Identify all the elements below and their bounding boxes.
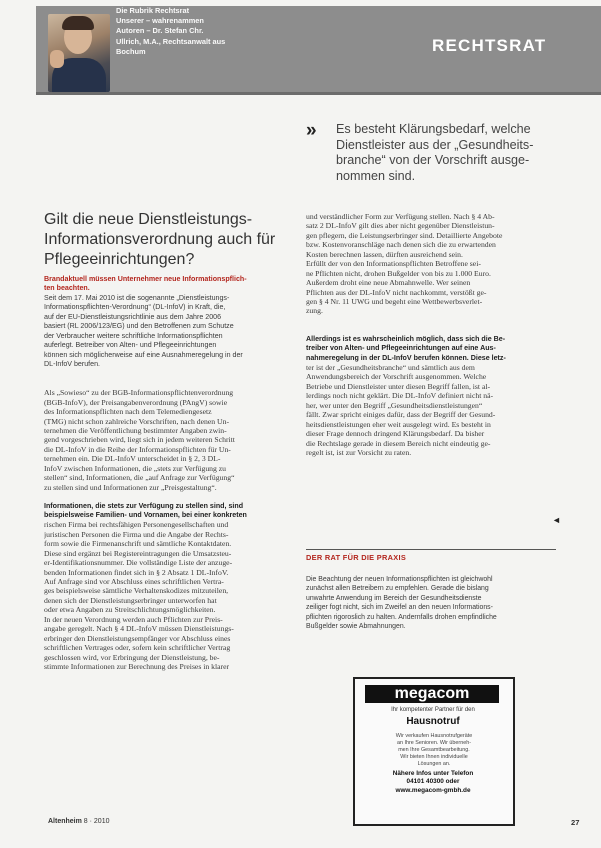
author-line: Bochum bbox=[116, 46, 146, 56]
body-line: Außerdem droht eine neue Abmahnwelle. Wer seinen bbox=[306, 278, 471, 288]
intro-line: Seit dem 17. Mai 2010 ist die sogenannte „Dienstleistungs- bbox=[44, 293, 230, 302]
spacer bbox=[306, 316, 558, 325]
subheading-line: beispielsweise Familien- und Vornamen, bei einer konkreten bbox=[44, 510, 247, 519]
body-line: InfoV zwischen Informationen, die „stets zur Verfügung zu bbox=[44, 463, 227, 473]
advert-url: www.megacom-gmbh.de bbox=[395, 787, 471, 794]
pull-quote-line: Dienstleister aus der „Gesundheits- bbox=[336, 137, 534, 152]
body-line: juristischen Personen die Firma und die Angabe der Rechts- bbox=[44, 529, 229, 539]
pull-quote-line: branche“ von der Vorschrift ausge- bbox=[336, 153, 530, 167]
right-column bbox=[306, 212, 558, 457]
advice-line: pflichten rigoroslich zu halten. Andernfalls drohen empfindliche bbox=[306, 613, 497, 621]
intro-line: Informationspflichten-Verordnung“ (DL-InfoV) in Kraft, die, bbox=[44, 303, 226, 312]
author-info bbox=[116, 6, 266, 57]
body-line: ternehmen ein. Die DL-InfoV unterscheidet in § 2, 3 DL- bbox=[44, 454, 221, 464]
lead-line: ten beachten. bbox=[44, 284, 90, 293]
spacer bbox=[44, 492, 296, 501]
advert-desc-line: an Ihre Senioren. Wir überneh- bbox=[396, 740, 471, 746]
pull-quote-text bbox=[336, 122, 576, 184]
page-number: 27 bbox=[571, 818, 580, 827]
advice-box-title: DER RAT FÜR DIE PRAXIS bbox=[306, 553, 407, 562]
author-line: Autoren – Dr. Stefan Chr. bbox=[116, 26, 204, 36]
advert-desc-line: Wir bieten Ihnen individuelle bbox=[400, 754, 468, 760]
intro-line: können sich möglicherweise auf eine Ausnahmeregelung in der bbox=[44, 350, 243, 359]
advert-product: Hausnotruf bbox=[406, 716, 460, 727]
article-title-line: Informationsverordnung auch für bbox=[44, 231, 276, 248]
advice-line: zunächst allen Betreibern zu empfehlen. Gerade die bislang bbox=[306, 585, 489, 593]
megacom-logo: megacom bbox=[365, 685, 499, 703]
author-photo-hand bbox=[50, 50, 64, 68]
advice-box-text bbox=[306, 575, 558, 632]
body-line: dieser Frage dennoch dringend Klärungsbedarf. Da bisher bbox=[306, 429, 485, 439]
article-title-line: Pflegeeinrichtungen? bbox=[44, 251, 195, 268]
body-line: her, wer unter den Begriff „Gesundheitsdienstleistungen“ bbox=[306, 400, 483, 410]
lead-line: Brandaktuell müssen Unternehmer neue Informationspflich- bbox=[44, 275, 247, 283]
body-line: oder etwa Angaben zu Streitschlichtungsmöglichkeiten. bbox=[44, 605, 216, 615]
body-line: fällt. Zwar spricht einiges dafür, dass der Begriff der Gesund- bbox=[306, 410, 496, 420]
body-line: In der neuen Verordnung werden auch Pflichten zur Preis- bbox=[44, 614, 223, 624]
left-column bbox=[44, 275, 296, 671]
advice-line: zeiliger fogt nicht, sich im Zweifel an den neuen Informations- bbox=[306, 604, 493, 612]
body-line: und verständlicher Form zur Verfügung stellen. Nach § 4 Ab- bbox=[306, 212, 495, 221]
spacer bbox=[44, 369, 296, 378]
double-chevron-icon: » bbox=[306, 120, 317, 141]
body-line: zu stellen sind und Informationen zur „Preisgestaltung“. bbox=[44, 482, 217, 492]
advert-desc-line: Lösungen an. bbox=[417, 761, 451, 767]
author-photo bbox=[48, 14, 110, 92]
header-rule bbox=[36, 92, 601, 95]
body-line: rischen Firma bei rechtsfähigen Personengesellschaften und bbox=[44, 520, 229, 530]
article-title bbox=[44, 210, 294, 270]
author-line: Die Rubrik Rechtsrat bbox=[116, 6, 190, 15]
body-line: Diese sind ergänzt bei Registereintragungen die Umsatzsteu- bbox=[44, 548, 232, 558]
pull-quote-line: Es besteht Klärungsbedarf, welche bbox=[336, 122, 531, 136]
body-line: des Informationspflichten nach dem Telemediengesetz bbox=[44, 407, 212, 417]
body-line: heitsdienstleistungen eher weit ausgelegt wird. Es besteht in bbox=[306, 419, 491, 429]
advert-description bbox=[363, 733, 505, 768]
body-line: gen § 4 Nr. 11 UWG und begeht eine Wettbewerbsverlet- bbox=[306, 296, 483, 306]
author-photo-hair bbox=[62, 16, 94, 30]
body-line: Als „Sowieso“ zu der BGB-Informationspflichtenverordnung bbox=[44, 388, 234, 398]
subheading-line: Allerdings ist es wahrscheinlich möglich, dass sich die Be- bbox=[306, 334, 506, 343]
body-line: form sowie die Firmenanschrift und sämtliche Kontaktdaten. bbox=[44, 539, 232, 549]
advert-subline: Ihr kompetenter Partner für den bbox=[391, 707, 475, 713]
intro-line: DL-InfoV berufen. bbox=[44, 359, 100, 368]
author-line: Ullrich, M.A., Rechtsanwalt aus bbox=[116, 36, 226, 46]
body-line: erbringer den Dienstleistungsempfänger vor Abschluss eines bbox=[44, 633, 231, 643]
advert-desc-line: men Ihre Gesamtbearbeitung. bbox=[398, 747, 470, 753]
intro-line: auf der EU-Dienstleistungsrichtlinie aus dem Jahre 2006 bbox=[44, 312, 222, 321]
body-line: Auf Anfrage sind vor Abschluss eines schriftlichen Vertra- bbox=[44, 577, 224, 586]
magazine-name: Altenheim bbox=[48, 818, 82, 825]
advert-desc-line: Wir verkaufen Hausnotrufgeräte bbox=[395, 733, 473, 739]
spacer bbox=[306, 325, 558, 334]
body-line: ges beispielsweise sämtliche Verhaltenskodizes mitzuteilen, bbox=[44, 586, 229, 596]
body-line: angabe geregelt. Nach § 4 DL-InfoV müssen Dienstleistungs- bbox=[44, 624, 234, 634]
intro-line: auferlegt. Betreiber von Alten- und Pflegeeinrichtungen bbox=[44, 341, 217, 350]
intro-line: basiert (RL 2006/123/EG) und den Betroffenen zum Schutze bbox=[44, 322, 234, 331]
body-line: benden Informationen findet sich in § 2 Absatz 1 DL-InfoV. bbox=[44, 567, 229, 577]
body-line: (TMG) nicht schon zahlreiche Vorschriften, nach denen Un- bbox=[44, 416, 230, 426]
body-line: die DL-InfoV in die Reihe der Informationspflichten für Un- bbox=[44, 444, 231, 454]
advertisement bbox=[353, 677, 515, 826]
advert-contact-line: Nähere Infos unter Telefon bbox=[392, 770, 474, 777]
intro-line: der Verbraucher weitere schriftliche Informationspflichten bbox=[44, 331, 223, 340]
body-line: zung. bbox=[306, 306, 323, 316]
body-line: ter ist der „Gesundheitsbranche“ und sämtlich aus dem bbox=[306, 363, 475, 372]
body-line: ternehmen die Veröffentlichung bestimmter Angaben zwin- bbox=[44, 426, 227, 435]
advice-line: Bußgelder sowie Abmahnungen. bbox=[306, 623, 406, 631]
body-line: die Rechtslage gerade in diesem Bereich nicht eindeutig ge- bbox=[306, 438, 491, 448]
issue-number: 8 · 2010 bbox=[83, 818, 110, 825]
body-line: denen sich der Dienstleistungserbringer unterworfen hat bbox=[44, 595, 217, 605]
body-line: lerdings noch nicht geklärt. Die DL-InfoV definiert nicht nä- bbox=[306, 391, 494, 401]
body-line: stimmte Informationen zur Berechnung des Preises in klarer bbox=[44, 661, 230, 671]
body-line: satz 2 DL-InfoV gilt dies aber nicht gegenüber Dienstleistun- bbox=[306, 221, 495, 231]
body-line: Erfüllt der von den Informationspflichten Betroffene sei- bbox=[306, 259, 481, 269]
subheading-line: treiber von Alten- und Pflegeeinrichtungen auf eine Aus- bbox=[306, 344, 496, 353]
body-line: stellen“ sind, Informationen, die „auf Anfrage zur Verfügung“ bbox=[44, 473, 235, 483]
body-line: gend vorgeschrieben wird, liegt sich in jedem weiteren Schritt bbox=[44, 435, 235, 445]
footer-magazine bbox=[48, 818, 109, 825]
body-line: geschlossen wird, vor Erbringung der Dienstleistung, be- bbox=[44, 652, 220, 662]
body-line: bzw. Kostenvoranschläge nach denen sich die zu erwartenden bbox=[306, 240, 496, 250]
body-line: ne Pflichten nicht, drohen Bußgelder von bis zu 1.000 Euro. bbox=[306, 268, 491, 278]
subheading-line: nahmeregelung in der DL-InfoV berufen können. Diese letz- bbox=[306, 353, 506, 362]
spacer bbox=[44, 379, 296, 388]
end-mark-icon: ◄ bbox=[552, 515, 561, 525]
body-line: (BGB-InfoV), der Preisangabenverordnung (PAngV) sowie bbox=[44, 397, 228, 407]
body-line: er-Identifikationsnummer. Die vollständige Liste der anzuge- bbox=[44, 558, 233, 568]
advice-box-rule bbox=[306, 549, 556, 550]
subheading-line: Informationen, die stets zur Verfügung zu stellen sind, sind bbox=[44, 501, 244, 510]
section-title: RECHTSRAT bbox=[432, 36, 547, 55]
body-line: regelt ist, ist zur Vorsicht zu raten. bbox=[306, 447, 412, 457]
article-title-line: Gilt die neue Dienstleistungs- bbox=[44, 211, 253, 228]
body-line: Anwendungsbereich der Vorschrift ausgenommen. Welche bbox=[306, 372, 487, 382]
body-line: schriftlichen Vertrages oder, sofern kein schriftlicher Vertrag bbox=[44, 643, 231, 653]
advice-line: unwahrte Anwendung im Bereich der Gesundheitsdienste bbox=[306, 594, 482, 602]
pull-quote-line: nommen sind. bbox=[336, 168, 416, 183]
advice-line: Die Beachtung der neuen Informationspflichten ist gleichwohl bbox=[306, 576, 493, 583]
body-line: Pflichten aus der DL-InfoV nicht nachkommt, verstößt ge- bbox=[306, 287, 487, 297]
advert-contact bbox=[361, 770, 505, 786]
advert-contact-line: 04101 40300 oder bbox=[406, 778, 460, 785]
author-line: Unserer – wahrenammen bbox=[116, 16, 204, 26]
body-line: gen pflegern, die Leistungserbringer sind. Detaillierte Angebote bbox=[306, 230, 503, 240]
body-line: Kosten berechnen lassen, dürften ausreichend sein. bbox=[306, 249, 463, 259]
body-line: Betriebe und Dienstleister unter diesen Begriff fallen, ist al- bbox=[306, 381, 491, 391]
